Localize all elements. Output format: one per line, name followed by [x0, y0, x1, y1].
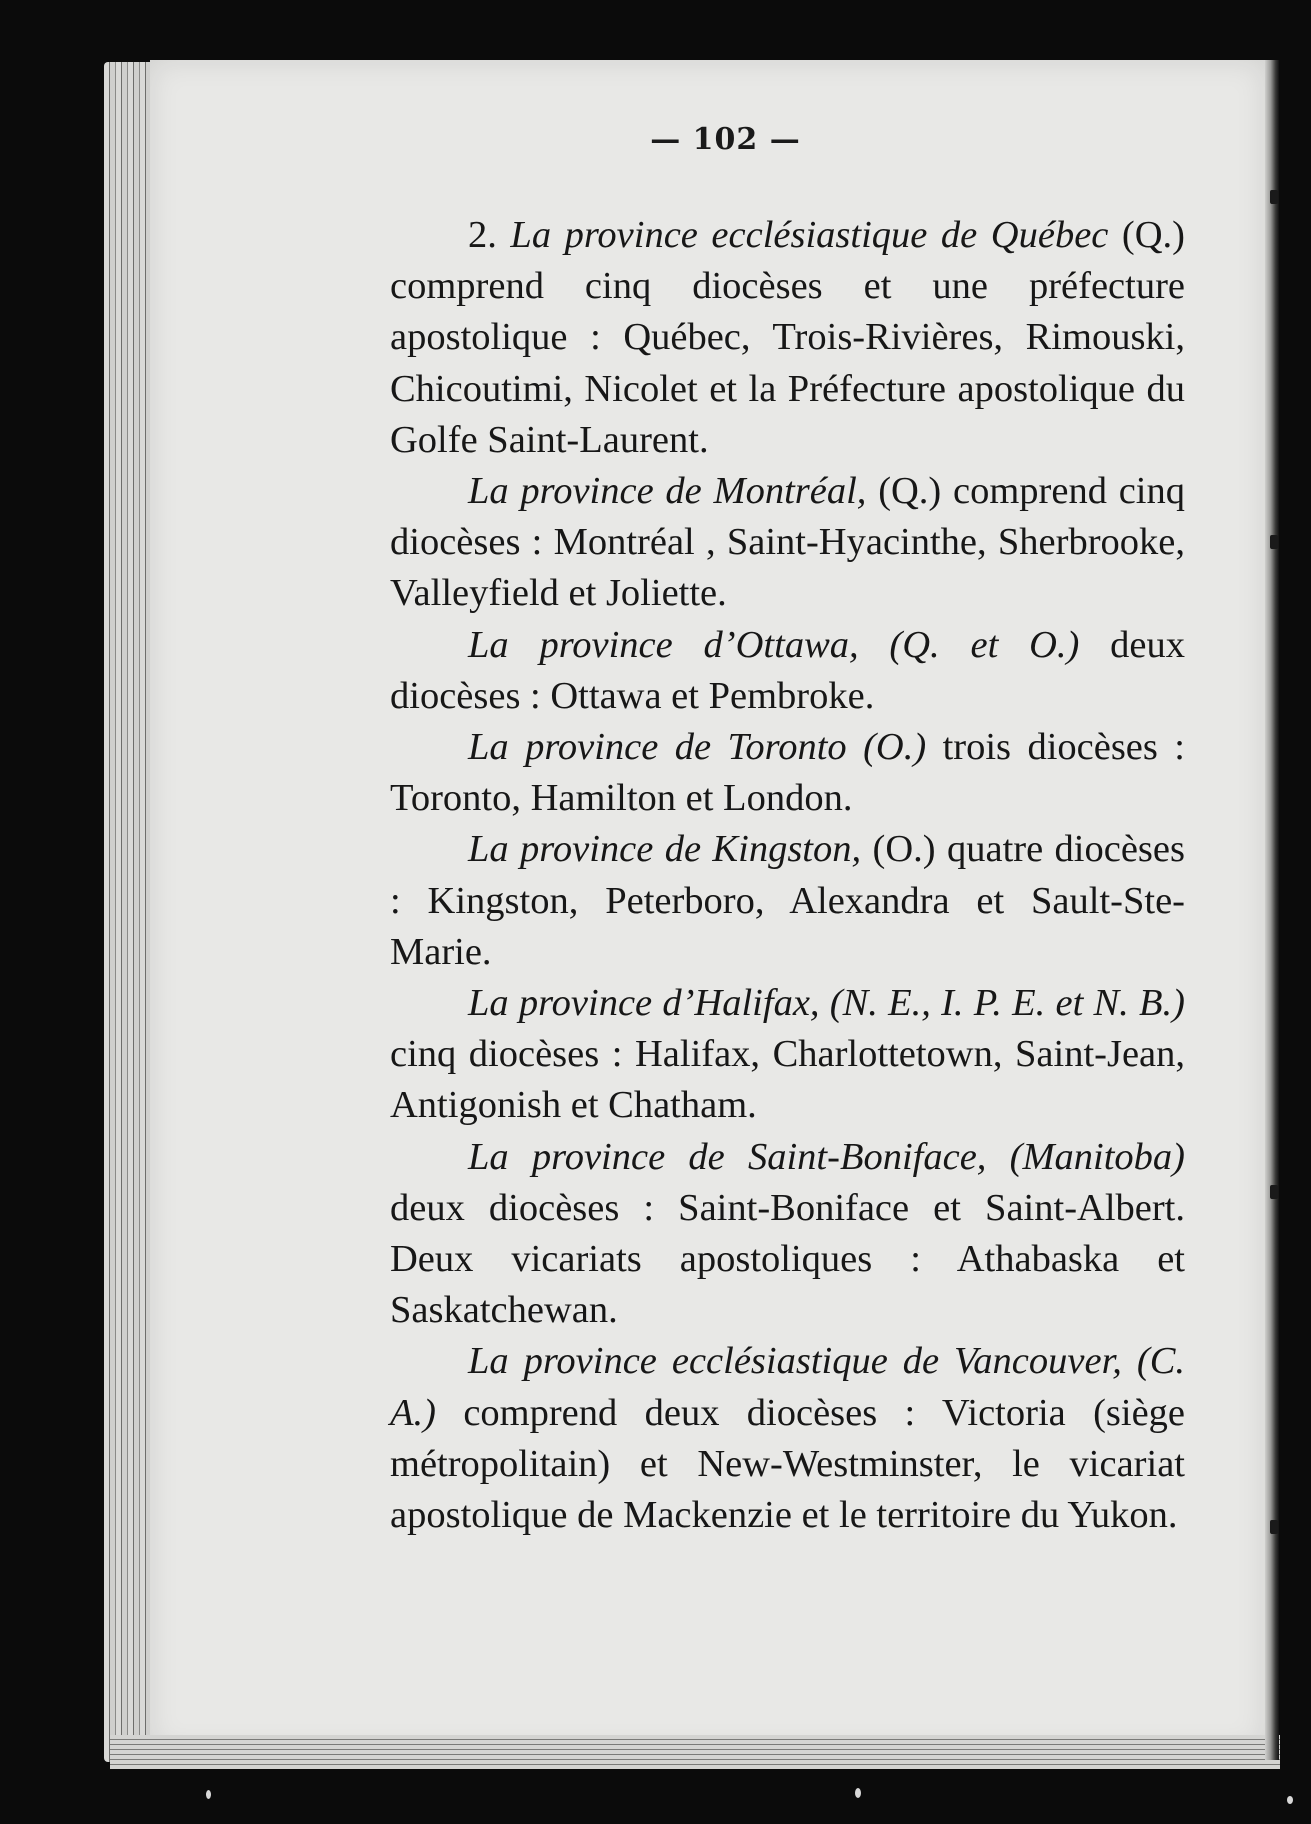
paragraph-saint-boniface	[390, 1132, 1185, 1337]
paragraph-body: deux diocèses : Saint-Boniface et Saint-Albert. Deux vicariats apostoliques : Athabaska et Saskatchewan.	[390, 1186, 1185, 1332]
paragraph-heading: La province de Toronto (O.)	[468, 726, 927, 769]
paragraph-heading: La province ecclésiastique de Québec	[510, 214, 1109, 256]
paragraph-toronto	[390, 722, 1185, 824]
paragraph-heading: La province de Kingston,	[468, 828, 862, 871]
spine-mark	[1270, 1185, 1278, 1199]
paragraph-heading: La province ecclésiastique de Vancouver, (C. A.)	[390, 1340, 1185, 1434]
body-text	[390, 210, 1185, 1541]
paragraph-quebec	[390, 210, 1185, 466]
paragraph-kingston	[390, 824, 1185, 978]
book-spine	[1265, 60, 1279, 1760]
paragraph-heading: La province de Saint-Boniface, (Manitoba)	[468, 1135, 1185, 1178]
paragraph-vancouver	[390, 1336, 1185, 1541]
paragraph-heading: La province de Montréal,	[468, 470, 867, 513]
paragraph-body: trois diocèses : Toronto, Hamilton et London.	[390, 726, 1185, 820]
paragraph-halifax	[390, 978, 1185, 1132]
paragraph-ottawa	[390, 620, 1185, 722]
spine-mark	[1270, 535, 1278, 549]
dust-speck	[206, 1790, 211, 1799]
paragraph-heading: La province d’Halifax, (N. E., I. P. E. et N. B.)	[468, 982, 1185, 1025]
spine-mark	[1270, 190, 1278, 204]
paragraph-body: (Q.) comprend cinq diocèses : Montréal , Saint-Hyacinthe, Sherbrooke, Valleyfield et Joliette.	[390, 470, 1185, 615]
dust-speck	[1287, 1796, 1293, 1804]
book-bottom-edges	[110, 1735, 1280, 1769]
paragraph-body: comprend deux diocèses : Victoria (siège métropolitain) et New-Westminster, le vicariat apostolique de Mackenzie et le territoire du Yukon.	[390, 1391, 1185, 1537]
page-number: — 102 —	[650, 122, 801, 157]
spine-mark	[1270, 1520, 1278, 1534]
paragraph-body: cinq diocèses : Halifax, Charlottetown, Saint-Jean, Antigonish et Chatham.	[390, 1033, 1185, 1127]
paragraph-heading: La province d’Ottawa, (Q. et O.)	[468, 623, 1080, 666]
paragraph-body: (Q.) comprend cinq diocèses et une préfecture apostolique : Québec, Trois-Rivières, Rimouski, Chicoutimi, Nicolet et la Préfecture apostolique du Golfe Saint-Laurent.	[390, 214, 1185, 461]
paragraph-body: (O.) quatre diocèses : Kingston, Peterboro, Alexandra et Sault-Ste-Marie.	[390, 828, 1185, 973]
paragraph-body: deux diocèses : Ottawa et Pembroke.	[390, 623, 1185, 717]
dust-speck	[855, 1788, 861, 1798]
paragraph-number: 2.	[468, 214, 511, 256]
paragraph-montreal	[390, 466, 1185, 620]
